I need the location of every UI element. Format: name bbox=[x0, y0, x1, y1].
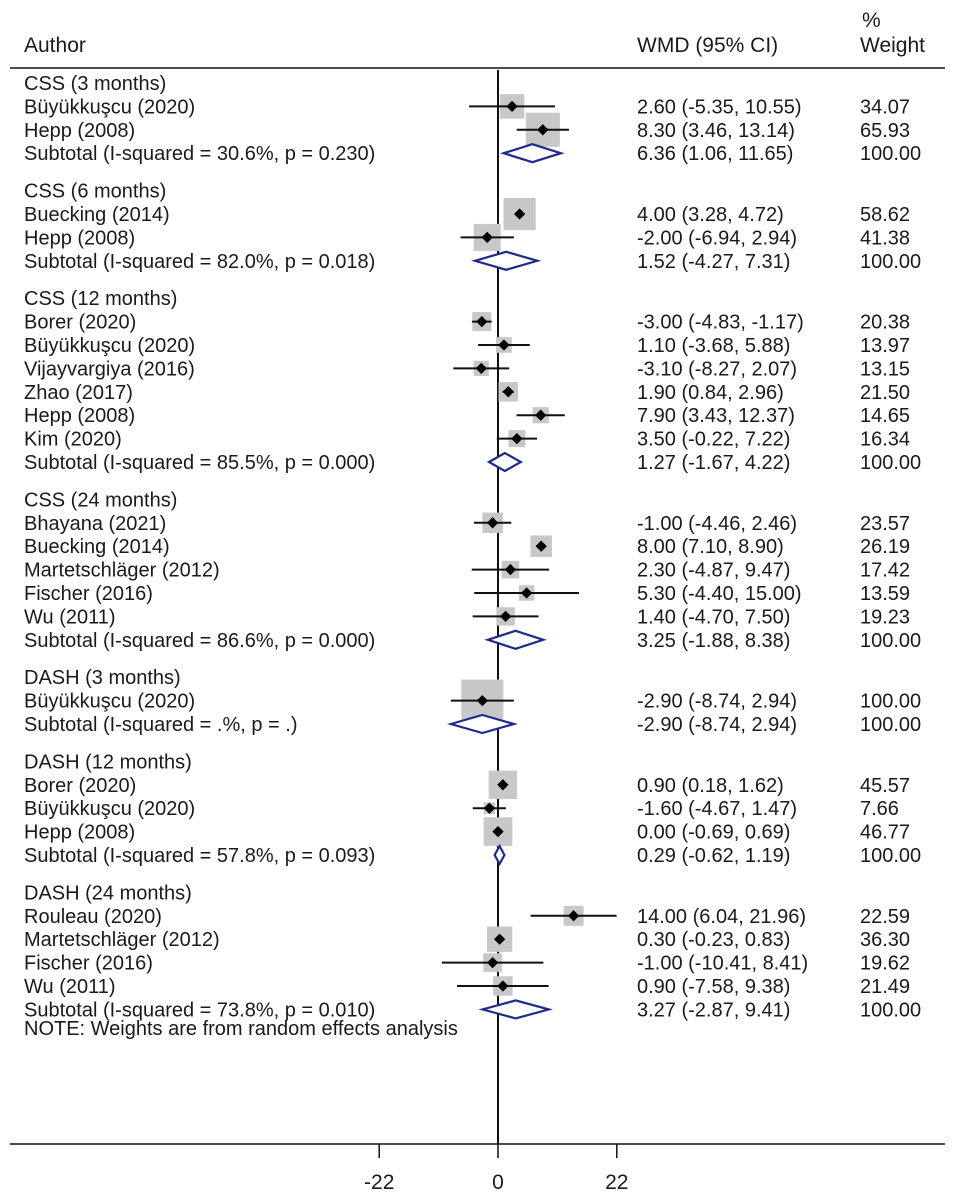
subtotal-diamond bbox=[451, 715, 514, 733]
x-axis bbox=[10, 1144, 945, 1194]
subtotal-diamond bbox=[495, 846, 505, 864]
x-tick-label: 22 bbox=[605, 1171, 629, 1194]
study-label: Hepp (2008) bbox=[24, 405, 136, 428]
subtotal-weight: 100.00 bbox=[860, 999, 922, 1022]
study-weight: 22.59 bbox=[860, 905, 911, 928]
study-weight: 41.38 bbox=[860, 227, 911, 250]
study-weight: 58.62 bbox=[860, 204, 911, 226]
study-weight: 20.38 bbox=[860, 311, 911, 334]
study-weight: 46.77 bbox=[860, 821, 911, 844]
study-ci: 7.90 (3.43, 12.37) bbox=[637, 405, 795, 428]
group-label: CSS (6 months) bbox=[24, 180, 167, 203]
subtotal-ci: 1.52 (-4.27, 7.31) bbox=[637, 250, 791, 273]
subtotal-weight: 100.00 bbox=[860, 250, 922, 273]
group-label: DASH (12 months) bbox=[24, 751, 192, 774]
study-label: Martetschläger (2012) bbox=[24, 929, 220, 952]
subtotal-weight: 100.00 bbox=[860, 845, 922, 867]
study-ci: 3.50 (-0.22, 7.22) bbox=[637, 428, 791, 451]
study-label: Büyükkuşcu (2020) bbox=[24, 690, 196, 713]
subtotal-diamond bbox=[475, 252, 538, 270]
study-label: Wu (2011) bbox=[24, 606, 116, 629]
study-label: Borer (2020) bbox=[24, 311, 137, 334]
study-ci: 0.00 (-0.69, 0.69) bbox=[637, 821, 791, 844]
subtotal-label: Subtotal (I-squared = 85.5%, p = 0.000) bbox=[24, 452, 376, 474]
study-weight: 45.57 bbox=[860, 774, 911, 797]
subtotal-ci: 1.27 (-1.67, 4.22) bbox=[637, 452, 791, 474]
study-ci: 2.60 (-5.35, 10.55) bbox=[637, 96, 802, 119]
study-weight: 16.34 bbox=[860, 428, 911, 451]
study-ci: 14.00 (6.04, 21.96) bbox=[637, 905, 807, 928]
x-tick-label: 0 bbox=[492, 1171, 504, 1194]
study-label: Hepp (2008) bbox=[24, 227, 136, 250]
study-label: Hepp (2008) bbox=[24, 119, 136, 142]
study-label: Wu (2011) bbox=[24, 976, 116, 998]
study-ci: -1.60 (-4.67, 1.47) bbox=[637, 798, 798, 821]
study-label: Vijayvargiya (2016) bbox=[24, 358, 195, 381]
header-author: Author bbox=[24, 34, 86, 57]
subtotal-ci: 3.27 (-2.87, 9.41) bbox=[637, 999, 791, 1022]
study-ci: -2.00 (-6.94, 2.94) bbox=[637, 227, 798, 250]
subtotal-diamond bbox=[489, 453, 521, 471]
study-weight: 65.93 bbox=[860, 119, 911, 142]
study-ci: 1.90 (0.84, 2.96) bbox=[637, 381, 784, 404]
study-weight: 14.65 bbox=[860, 405, 911, 428]
study-weight: 13.59 bbox=[860, 583, 911, 605]
study-weight: 26.19 bbox=[860, 536, 911, 559]
subtotal-label: Subtotal (I-squared = .%, p = .) bbox=[24, 714, 298, 736]
study-weight: 21.50 bbox=[860, 381, 911, 404]
subtotal-ci: -2.90 (-8.74, 2.94) bbox=[637, 714, 798, 736]
study-label: Zhao (2017) bbox=[24, 381, 133, 404]
study-weight: 19.23 bbox=[860, 606, 911, 629]
subtotal-ci: 3.25 (-1.88, 8.38) bbox=[637, 629, 791, 652]
study-label: Kim (2020) bbox=[24, 428, 122, 451]
study-ci: 5.30 (-4.40, 15.00) bbox=[637, 583, 802, 605]
study-weight: 13.97 bbox=[860, 335, 911, 357]
subtotal-diamond bbox=[483, 1000, 549, 1018]
group-label: CSS (24 months) bbox=[24, 489, 178, 512]
study-weight: 13.15 bbox=[860, 358, 911, 381]
study-label: Büyükkuşcu (2020) bbox=[24, 798, 196, 821]
study-ci: -1.00 (-4.46, 2.46) bbox=[637, 512, 798, 535]
study-ci: -3.10 (-8.27, 2.07) bbox=[637, 358, 798, 381]
study-weight: 19.62 bbox=[860, 952, 911, 975]
study-ci: 4.00 (3.28, 4.72) bbox=[637, 204, 784, 226]
subtotal-weight: 100.00 bbox=[860, 629, 922, 652]
subtotal-label: Subtotal (I-squared = 30.6%, p = 0.230) bbox=[24, 143, 376, 166]
study-ci: 0.30 (-0.23, 0.83) bbox=[637, 929, 791, 952]
study-label: Büyükkuşcu (2020) bbox=[24, 96, 196, 119]
subtotal-label: Subtotal (I-squared = 57.8%, p = 0.093) bbox=[24, 845, 376, 867]
study-label: Martetschläger (2012) bbox=[24, 559, 220, 582]
subtotal-diamond bbox=[488, 631, 543, 649]
subtotal-diamond bbox=[504, 144, 561, 162]
study-label: Büyükkuşcu (2020) bbox=[24, 335, 196, 357]
study-ci: 0.90 (-7.58, 9.38) bbox=[637, 976, 791, 998]
study-weight: 21.49 bbox=[860, 976, 911, 998]
subtotal-label: Subtotal (I-squared = 86.6%, p = 0.000) bbox=[24, 629, 376, 652]
header-weight: Weight bbox=[860, 34, 925, 57]
subtotal-ci: 6.36 (1.06, 11.65) bbox=[637, 143, 794, 166]
study-ci: 0.90 (0.18, 1.62) bbox=[637, 774, 784, 797]
study-label: Fischer (2016) bbox=[24, 583, 153, 605]
study-label: Buecking (2014) bbox=[24, 204, 170, 226]
study-weight: 36.30 bbox=[860, 929, 911, 952]
study-label: Bhayana (2021) bbox=[24, 512, 167, 535]
study-label: Borer (2020) bbox=[24, 774, 137, 797]
group-label: DASH (3 months) bbox=[24, 667, 181, 690]
subtotal-weight: 100.00 bbox=[860, 714, 922, 736]
study-label: Fischer (2016) bbox=[24, 952, 153, 975]
study-weight: 100.00 bbox=[860, 690, 922, 713]
x-tick-label: -22 bbox=[364, 1171, 395, 1194]
subtotal-ci: 0.29 (-0.62, 1.19) bbox=[637, 845, 791, 867]
study-label: Hepp (2008) bbox=[24, 821, 136, 844]
footnote: NOTE: Weights are from random effects analysis bbox=[24, 1018, 458, 1040]
study-ci: 2.30 (-4.87, 9.47) bbox=[637, 559, 791, 582]
study-ci: 8.00 (7.10, 8.90) bbox=[637, 536, 784, 559]
group-label: DASH (24 months) bbox=[24, 882, 192, 905]
study-ci: -3.00 (-4.83, -1.17) bbox=[637, 311, 804, 334]
subtotal-label: Subtotal (I-squared = 73.8%, p = 0.010) bbox=[24, 999, 376, 1022]
group-label: CSS (12 months) bbox=[24, 288, 178, 311]
study-label: Buecking (2014) bbox=[24, 536, 170, 559]
group-label: CSS (3 months) bbox=[24, 73, 167, 95]
study-ci: -1.00 (-10.41, 8.41) bbox=[637, 952, 809, 975]
study-ci: 1.40 (-4.70, 7.50) bbox=[637, 606, 791, 629]
study-weight: 17.42 bbox=[860, 559, 911, 582]
header-estimate: WMD (95% CI) bbox=[637, 34, 779, 57]
study-ci: -2.90 (-8.74, 2.94) bbox=[637, 690, 798, 713]
study-rows bbox=[24, 70, 921, 1144]
subtotal-label: Subtotal (I-squared = 82.0%, p = 0.018) bbox=[24, 250, 376, 273]
study-weight: 7.66 bbox=[860, 798, 899, 821]
study-weight: 34.07 bbox=[860, 96, 911, 119]
study-ci: 8.30 (3.46, 13.14) bbox=[637, 119, 795, 142]
subtotal-weight: 100.00 bbox=[860, 452, 922, 474]
study-weight: 23.57 bbox=[860, 512, 911, 535]
study-label: Rouleau (2020) bbox=[24, 905, 162, 928]
subtotal-weight: 100.00 bbox=[860, 143, 922, 166]
study-ci: 1.10 (-3.68, 5.88) bbox=[637, 335, 791, 357]
header-weight-pct: % bbox=[862, 9, 881, 32]
